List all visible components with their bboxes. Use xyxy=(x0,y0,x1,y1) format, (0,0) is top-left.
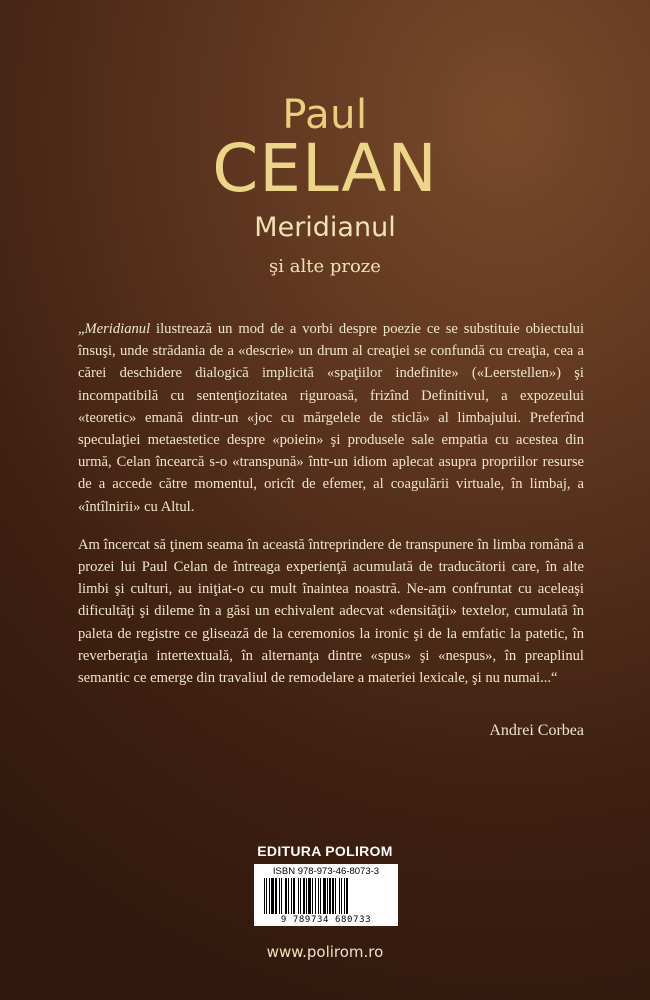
isbn-barcode xyxy=(254,864,398,926)
blurb-paragraph-2: Am încercat să ţinem seama în această întreprindere de transpunere în limba română a prozei lui Paul Celan de întreaga experienţă acumulată de traducătorii care, în alte limbi şi culturi, au iniţiat-o cu mult înaintea noastră. Ne-am confruntat cu aceleaşi dificultăţi şi dileme în a găsi un echivalent adecvat «densităţii» textelor, cumulată în paleta de registre ce glisează de la ceremonios la ironic şi de la emfatic la patetic, în reverberaţia intertextuală, în alternanţa dintre «spus» şi «nespus», în preaplinul semantic ce emerge din travaliul de remodelare a materiei lexicale, şi nu numai...“ xyxy=(78,536,584,687)
barcode-digits: 9 789734 680733 xyxy=(280,915,372,925)
barcode-bars xyxy=(264,878,392,914)
blurb-text xyxy=(78,318,584,705)
publisher-website: www.polirom.ro xyxy=(266,943,384,961)
blurb-paragraph-1-text: ilustrează un mod de a vorbi despre poezie ce se substituie obiectului însuşi, unde strădania de a «descrie» un drum al creaţiei se confundă cu creaţia, cea a cărei deschidere dialogică implicită «spaţiilor indefinite» («Leerstellen») şi incompatibilă cu sentenţiozitatea riguroasă, frizînd Definitivul, a expozeului «teoretic» emană dintr-un «joc cu mărgelele de sticlă» al limbajului. Preferînd speculaţiei metaestetice despre «poiein» şi produsele sale empatia cu acestea din urmă, Celan încearcă s-o «transpună» într-un idiom aplecat asupra propriilor resurse de a accede către momentul, oricît de efemer, al coagulării virtuale, în limbaj, a «întîlnirii» cu Altul. xyxy=(78,321,584,515)
blurb-paragraph-1 xyxy=(78,318,584,518)
book-title: Meridianul xyxy=(254,212,396,243)
book-subtitle: şi alte proze xyxy=(269,256,381,277)
author-last-name: CELAN xyxy=(212,130,438,207)
author-first-name: Paul xyxy=(282,92,368,138)
blurb-signature: Andrei Corbea xyxy=(489,722,584,739)
isbn-number: ISBN 978-973-46-8073-3 xyxy=(272,866,380,877)
opening-quote: „ xyxy=(78,321,85,337)
publisher-name: EDITURA POLIROM xyxy=(257,843,393,859)
blurb-title-italic: Meridianul xyxy=(84,321,151,337)
